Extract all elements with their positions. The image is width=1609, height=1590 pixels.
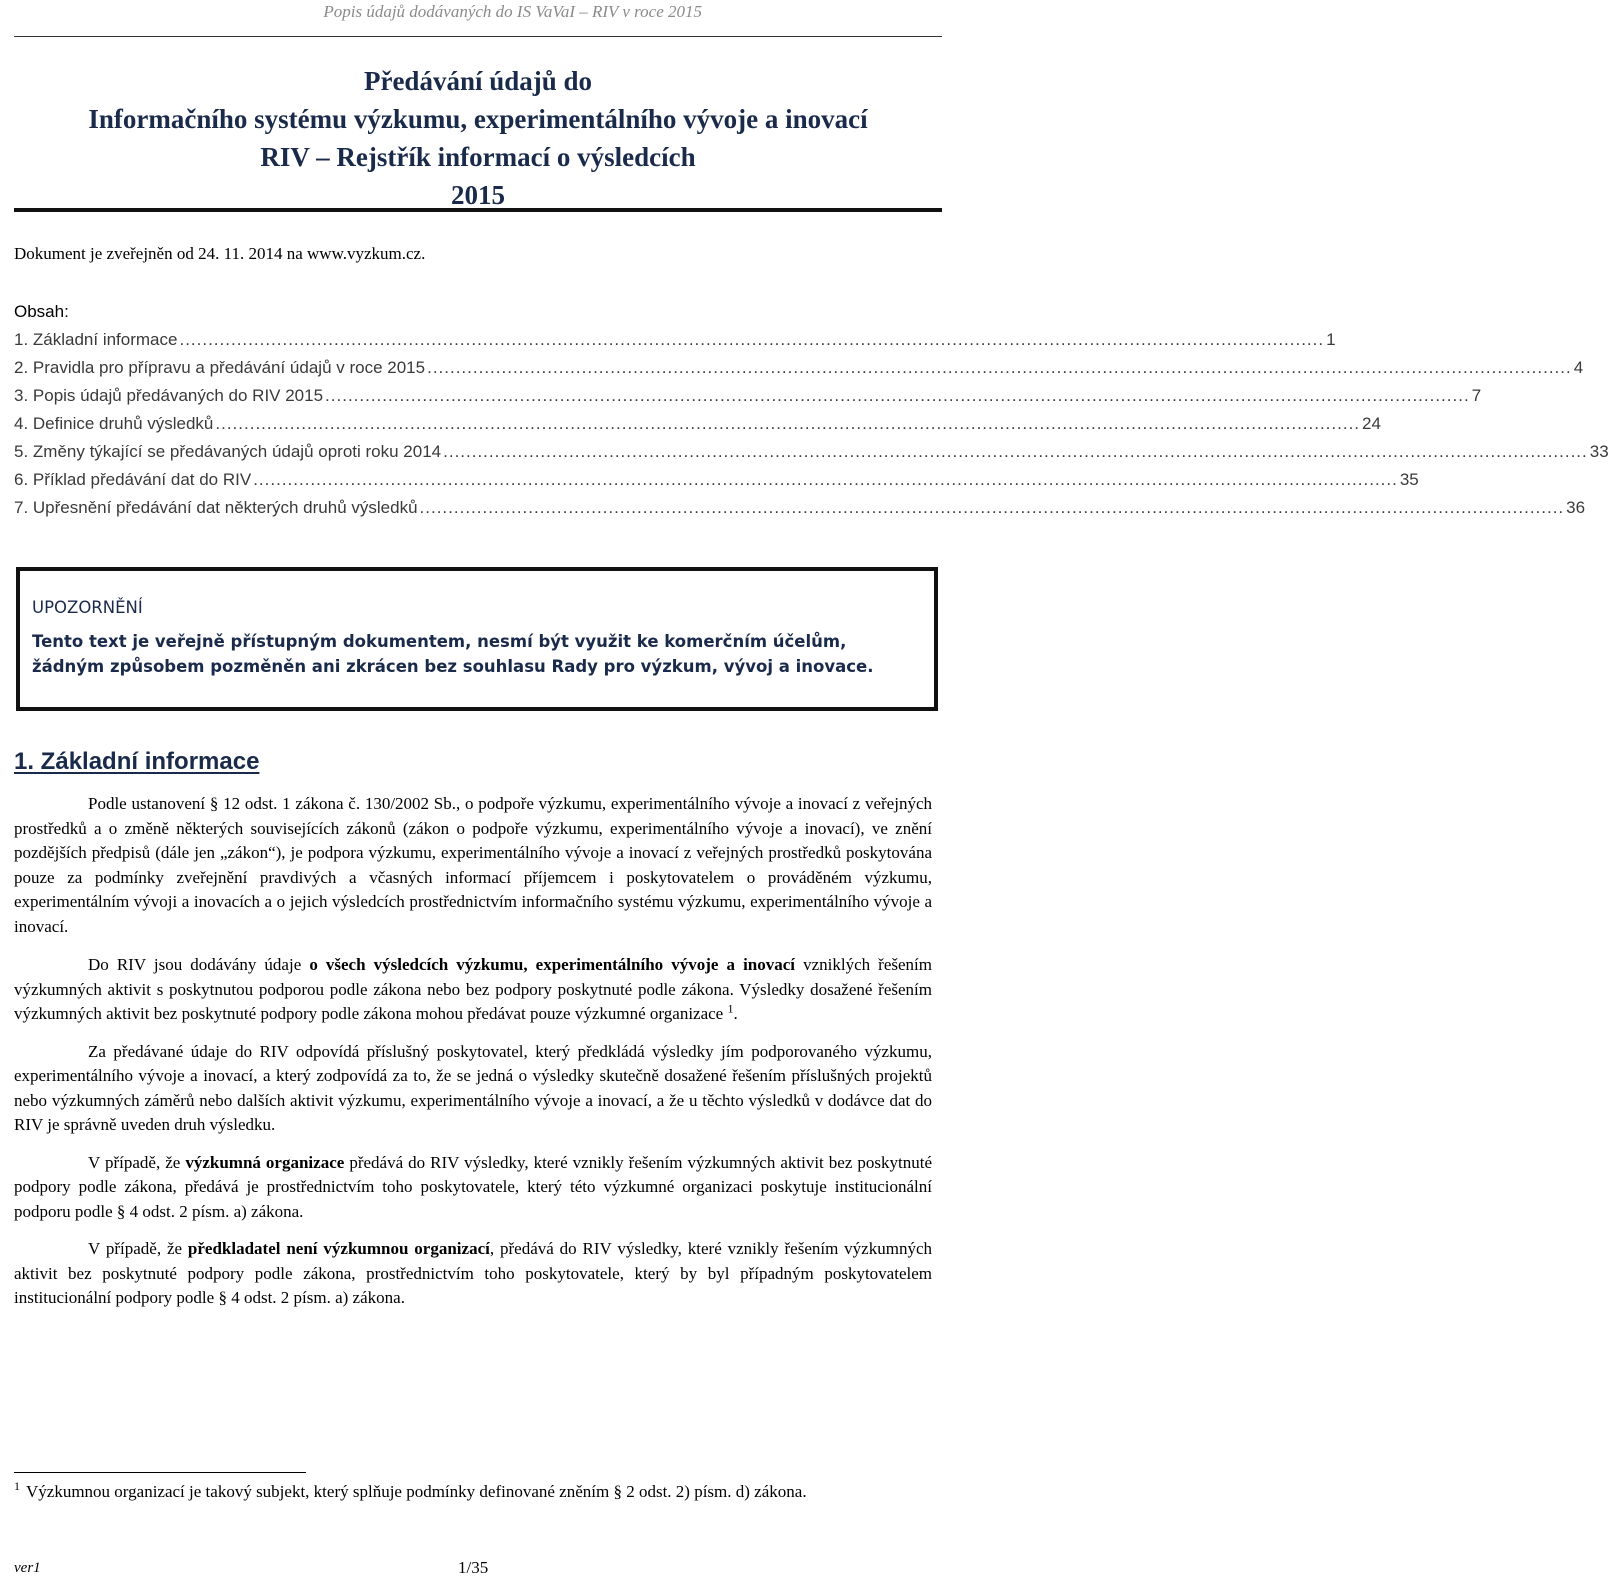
footnote-ref: 1 [727,1001,734,1016]
title-line-1: Předávání údajů do [363,66,593,96]
title-line-4: 2015 [451,180,505,210]
body-text [14,792,932,1324]
toc-item[interactable] [14,354,1584,382]
title-line-3: RIV – Rejstřík informací o výsledcích [260,142,696,172]
toc-item-label: 1. Základní informace [14,330,178,349]
footnote-divider [14,1472,306,1473]
toc-item[interactable] [14,326,1336,354]
paragraph-2: Do RIV jsou dodávány údaje o všech výsledcích výzkumu, experimentálního vývoje a inovací vzniklých řešením výzkumných aktivit s poskytnutou podporou podle zákona nebo bez podpory poskytnuté podle zákona. Výsledky dosažené řešením výzkumných aktivit bez poskytnuté podpory podle zákona mohou předávat pouze výzkumné organizace $^1$. [14,955,932,1023]
toc-leader-dots: ........................................................................................................................................................................................................ [443,442,1588,461]
toc-item-label: 7. Upřesnění předávání dat některých druhů výsledků [14,498,418,517]
toc-leader-dots: ........................................................................................................................................................................................................ [179,330,1325,349]
paragraph-3: Za předávané údaje do RIV odpovídá příslušný poskytovatel, který předkládá výsledky jím podporovaného výzkumu, experimentálního vývoje a inovací, a který zodpovídá za to, že se jedná o výsledky skutečně dosažené řešením příslušných projektů nebo výzkumných záměrů nebo dalších aktivit výzkumu, experimentálního vývoje a inovací, a že u těchto výsledků v dodávce dat do RIV je správně uveden druh výsledku. [14,1041,932,1134]
toc-item-page: 4 [1573,358,1584,377]
toc-item[interactable] [14,410,1381,438]
title-line-2: Informačního systému výzkumu, experimentálního vývoje a inovací [88,104,868,134]
footnote [14,1480,932,1504]
toc-item-page: 35 [1399,470,1419,489]
toc-item-label: 5. Změny týkající se předávaných údajů oproti roku 2014 [14,442,442,461]
warning-title: UPOZORNĚNÍ [32,598,143,617]
footer-version: ver1 [14,1560,41,1576]
toc-leader-dots: ........................................................................................................................................................................................................ [325,386,1470,405]
header-divider [14,36,942,37]
toc-leader-dots: ........................................................................................................................................................................................................ [427,358,1572,377]
warning-box [16,567,938,711]
table-of-contents [14,298,1609,522]
paragraph-1: Podle ustanovení § 12 odst. 1 zákona č. 130/2002 Sb., o podpoře výzkumu, experimentálního vývoje a inovací z veřejných prostředků a o změně některých souvisejících zákonů (zákon o podpoře výzkumu, experimentálního vývoje a inovací), ve znění pozdějších předpisů (dále jen „zákon“), je podpora výzkumu, experimentálního vývoje a inovací z veřejných prostředků poskytována pouze za podmínky zveřejnění pravdivých a včasných informací příjemcem i poskytovatelem o prováděném výzkumu, experimentálním vývoji a inovacích a o jejich výsledcích prostřednictvím informačního systému výzkumu, experimentálního vývoje a inovací. [14,794,932,936]
toc-item-page: 24 [1362,414,1381,433]
footnote-text: Výzkumnou organizací je takový subjekt, který splňuje podmínky definované zněním § 2 odst. 2) písm. d) zákona. [26,1482,807,1501]
toc-item-page: 7 [1471,386,1482,405]
toc-item-label: 2. Pravidla pro přípravu a předávání údajů v roce 2015 [14,358,426,377]
paragraph-4: V případě, že výzkumná organizace předává do RIV výsledky, které vznikly řešením výzkumných aktivit bez poskytnuté podpory podle zákona, předává je prostřednictvím toho poskytovatele, který této výzkumné organizaci poskytuje institucionální podporu podle § 4 odst. 2 písm. a) zákona. [14,1152,932,1221]
toc-item-page: 33 [1589,442,1609,461]
toc-leader-dots: ........................................................................................................................................................................................................ [253,470,1398,489]
footnote-mark: 1 [14,1479,20,1494]
toc-item[interactable] [14,438,1609,466]
title-divider [14,208,942,212]
running-header: Popis údajů dodávaných do IS VaVaI – RIV v roce 2015 [323,2,702,21]
toc-leader-dots: ........................................................................................................................................................................................................ [419,498,1565,517]
footer-page-number: 1/35 [458,1558,489,1577]
toc-item-page: 1 [1326,330,1336,349]
section-heading: 1. Základní informace [14,748,260,775]
paragraph-5: V případě, že předkladatel není výzkumnou organizací, předává do RIV výsledky, které vznikly řešením výzkumných aktivit bez poskytnuté podpory podle zákona, prostřednictvím toho poskytovatele, který by byl případným poskytovatelem institucionální podpory podle § 4 odst. 2 písm. a) zákona. [14,1239,932,1307]
toc-item-page: 36 [1566,498,1586,517]
toc-item-label: 4. Definice druhů výsledků [14,414,214,433]
warning-body: Tento text je veřejně přístupným dokumentem, nesmí být využit ke komerčním účelům, žádným způsobem pozměněn ani zkrácen bez souhlasu Rady pro výzkum, vývoj a inovace. [32,632,874,676]
toc-item[interactable] [14,382,1482,410]
toc-item-label: 3. Popis údajů předávaných do RIV 2015 [14,386,324,405]
toc-item-label: 6. Příklad předávání dat do RIV [14,470,252,489]
published-note: Dokument je zveřejněn od 24. 11. 2014 na www.vyzkum.cz. [14,244,426,263]
toc-item[interactable] [14,494,1586,522]
toc-item[interactable] [14,466,1419,494]
document-title [14,62,942,214]
toc-heading: Obsah: [14,302,69,321]
toc-leader-dots: ........................................................................................................................................................................................................ [215,414,1361,433]
